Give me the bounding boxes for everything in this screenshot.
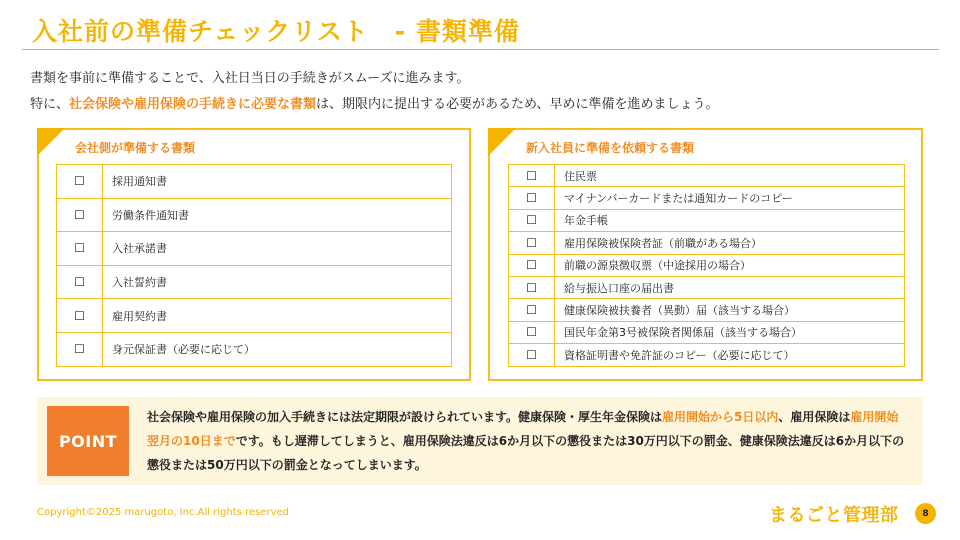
employee-documents-panel [488, 128, 923, 381]
point-callout [37, 397, 923, 485]
point-badge: POINT [47, 406, 129, 476]
checkbox[interactable]: ☐ [509, 344, 555, 366]
checklist-row [57, 332, 452, 366]
checkbox[interactable]: ☐ [57, 165, 103, 199]
checklist-row [509, 254, 905, 276]
checklist-row [509, 187, 905, 209]
checkbox[interactable]: ☐ [509, 232, 555, 254]
checkbox[interactable]: ☐ [57, 198, 103, 232]
checklist-item-label: 労働条件通知書 [103, 198, 452, 232]
point-text-1: 社会保険や雇用保険の加入手続きには法定期限が設けられています。健康保険・厚生年金保険は [147, 410, 663, 424]
point-highlight-2: 雇用開始翌月の10日まで [147, 410, 899, 448]
checklist-row [57, 198, 452, 232]
checklist-item-label: 給与振込口座の届出書 [555, 276, 905, 298]
checkbox[interactable]: ☐ [57, 265, 103, 299]
brand-logo-text: まるごと管理部 [769, 505, 899, 526]
page-number: 8 [915, 503, 936, 524]
checklist-item-label: 資格証明書や免許証のコピー（必要に応じて） [555, 344, 905, 366]
checklist-item-label: 前職の源泉徴収票（中途採用の場合） [555, 254, 905, 276]
checkbox[interactable]: ☐ [57, 299, 103, 333]
checklist-item-label: 雇用保険被保険者証（前職がある場合） [555, 232, 905, 254]
checklist-item-label: 住民票 [555, 165, 905, 187]
copyright: Copyright©2025 marugoto, Inc.All rights reserved [37, 507, 290, 518]
checkbox[interactable]: ☐ [509, 187, 555, 209]
checklist-row [57, 232, 452, 266]
point-text-2: 、雇用保険は [778, 410, 851, 424]
checklist-item-label: 身元保証書（必要に応じて） [103, 332, 452, 366]
company-checklist-table [56, 164, 452, 367]
point-highlight-1: 雇用開始から5日以内 [662, 410, 779, 424]
checklist-item-label: マイナンバーカードまたは通知カードのコピー [555, 187, 905, 209]
checkbox[interactable]: ☐ [57, 232, 103, 266]
checklist-item-label: 入社承諾書 [103, 232, 452, 266]
point-text [147, 405, 907, 477]
checklist-item-label: 国民年金第3号被保険者関係届（該当する場合） [555, 321, 905, 343]
checkbox[interactable]: ☐ [509, 254, 555, 276]
company-panel-title: 会社側が準備する書類 [75, 141, 196, 155]
checklist-row [57, 265, 452, 299]
checkbox[interactable]: ☐ [509, 299, 555, 321]
checkbox[interactable]: ☐ [57, 332, 103, 366]
intro-line-2-suffix: は、期限内に提出する必要があるため、早めに準備を進めましょう。 [316, 97, 719, 112]
checklist-row [509, 299, 905, 321]
employee-checklist-table [508, 164, 905, 367]
checkbox[interactable]: ☐ [509, 209, 555, 231]
checklist-row [509, 276, 905, 298]
checklist-row [509, 165, 905, 187]
checklist-item-label: 健康保険被扶養者（異動）届（該当する場合） [555, 299, 905, 321]
checklist-row [57, 165, 452, 199]
checkbox[interactable]: ☐ [509, 165, 555, 187]
checklist-item-label: 入社誓約書 [103, 265, 452, 299]
checklist-item-label: 採用通知書 [103, 165, 452, 199]
title-divider [22, 49, 939, 50]
company-documents-panel [37, 128, 471, 381]
checklist-row [57, 299, 452, 333]
panel-corner-accent [488, 128, 516, 156]
checklist-row [509, 321, 905, 343]
page-title: 入社前の準備チェックリスト - 書類準備 [32, 17, 520, 46]
employee-panel-title: 新入社員に準備を依頼する書類 [526, 141, 695, 155]
intro-line-2-prefix: 特に、 [30, 97, 70, 112]
checklist-item-label: 年金手帳 [555, 209, 905, 231]
panel-corner-accent [37, 128, 65, 156]
checkbox[interactable]: ☐ [509, 321, 555, 343]
intro-line-2 [30, 93, 719, 112]
point-text-3: です。もし遅滞してしまうと、雇用保険法違反は6か月以下の懲役または30万円以下の罰金、健康保険法違反は6か月以下の懲役または50万円以下の罰金となってしまいます。 [147, 434, 905, 472]
checklist-item-label: 雇用契約書 [103, 299, 452, 333]
checkbox[interactable]: ☐ [509, 276, 555, 298]
checklist-row [509, 232, 905, 254]
intro-line-1: 書類を事前に準備することで、入社日当日の手続きがスムーズに進みます。 [30, 71, 470, 86]
intro-highlight: 社会保険や雇用保険の手続きに必要な書類 [69, 97, 317, 112]
checklist-row [509, 209, 905, 231]
checklist-row [509, 344, 905, 366]
